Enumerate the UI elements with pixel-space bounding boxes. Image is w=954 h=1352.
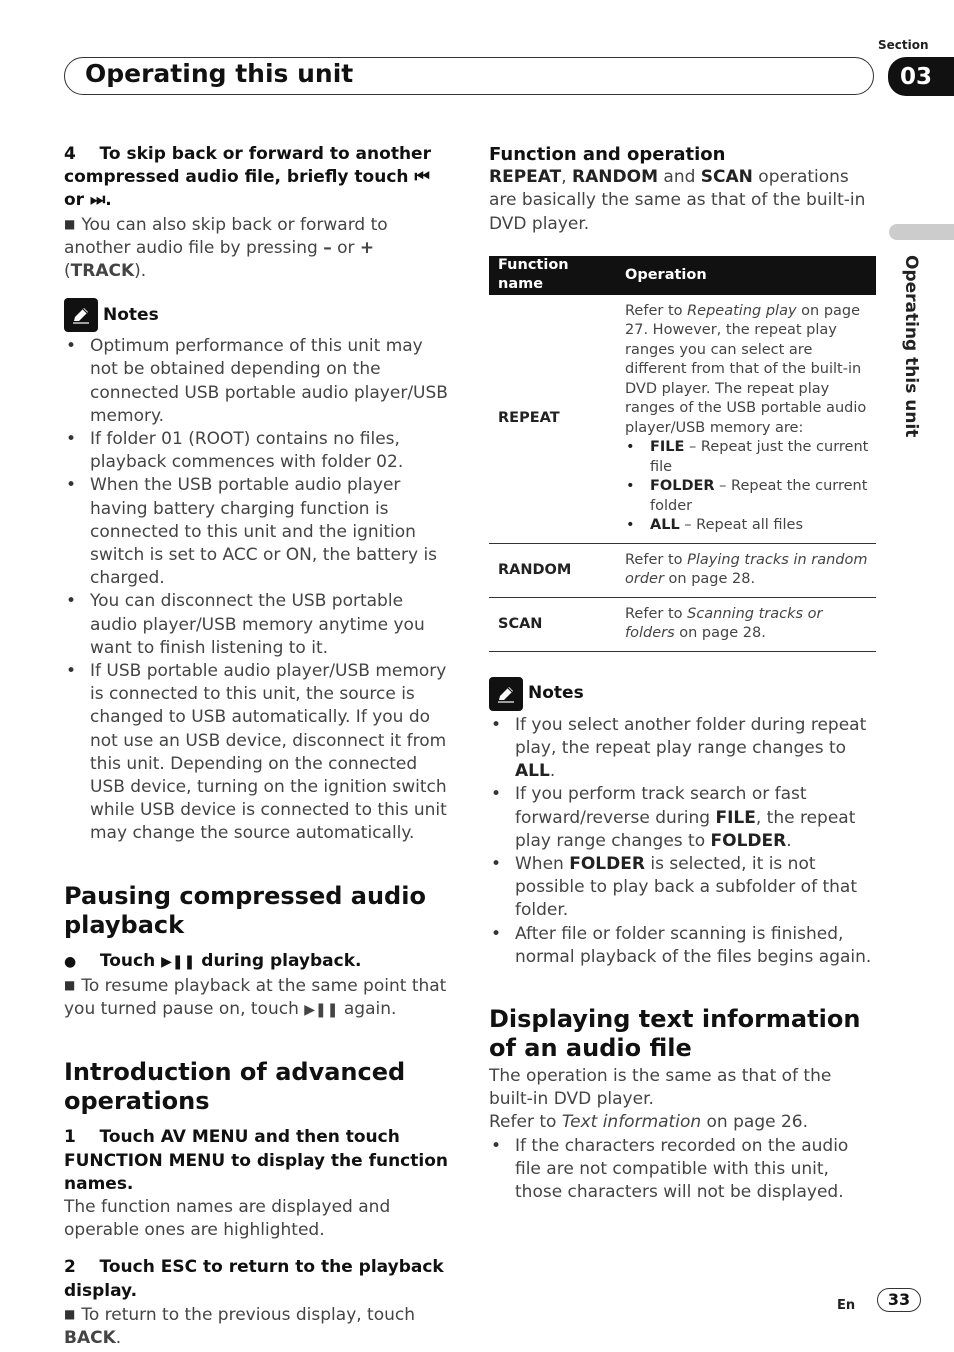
step-text: To skip back or forward to another compressed audio file, briefly touch [64,144,431,188]
column-header-operation: Operation [616,256,876,295]
notes-label: Notes [528,683,584,704]
repeat-term: REPEAT [489,167,562,188]
intro-step-1 [64,1126,454,1196]
cell-text: on page 28. [663,571,756,588]
section-label: Section [878,38,929,52]
list-item: • After file or folder scanning is finished, normal playback of the files begins again. [489,923,876,969]
note-text: When [515,854,570,875]
note-text-paren: ( [64,261,71,282]
note-term: FOLDER [710,830,787,851]
right-column [489,143,876,1204]
intro-comma: , [561,167,573,188]
step-text-end: . [105,190,112,211]
notes-header [64,297,454,333]
pencil-note-icon [64,298,98,332]
square-bullet-icon: ■ [64,216,76,231]
function-name-cell: SCAN [489,597,616,651]
page-title: Operating this unit [85,59,354,88]
scan-term: SCAN [700,167,753,188]
notes-label: Notes [103,304,159,325]
list-item: • You can disconnect the USB portable audio player/USB memory anytime you want to finish listening to it. [64,590,454,660]
notes-header [489,676,876,712]
pausing-step [64,950,454,974]
intro-step-2 [64,1256,454,1302]
table-row [489,543,876,597]
list-item: • If USB portable audio player/USB memory is connected to this unit, the source is changed to USB automatically. If you do not use an USB device, disconnect it from this unit. Depending on the connected USB device, turning on the ignition switch while USB device is connected to this unit may change the source automatically. [64,660,454,846]
play-pause-icon: ▶❚❚ [304,1002,339,1019]
next-track-icon: ⏭ [89,190,106,211]
table-row [489,295,876,544]
note-text: You can also skip back or forward to another audio file by pressing [64,214,388,258]
cell-text: Refer to [625,605,688,622]
cross-reference: Text information [561,1112,702,1133]
cell-text: on page 28. [674,625,766,642]
list-item [489,853,876,923]
list-item [625,438,870,477]
operation-cell [616,597,876,651]
step-text-end: during playback. [195,950,362,971]
function-table [489,256,876,652]
step-text: Touch [99,950,162,971]
option-desc: – Repeat just the current file [650,439,869,475]
cell-text: Refer to [625,551,688,568]
pausing-note [64,974,454,1022]
step-4-note [64,213,454,284]
note-text-end: . [115,1327,122,1348]
note-term: FILE [715,807,756,828]
step-4-instruction [64,143,454,213]
option-desc: – Repeat the current folder [650,478,868,514]
display-text-refer [489,1111,876,1134]
option-key: FOLDER [650,478,715,495]
note-term: ALL [515,761,550,782]
column-header-function: Function name [489,256,616,295]
side-section-label: Operating this unit [901,255,921,438]
intro-step-2-note [64,1303,454,1350]
cross-reference: Playing tracks in random order [625,551,868,588]
operation-cell [616,295,876,544]
list-item: • When the USB portable audio player having battery charging function is connected to this unit and the ignition switch is set to ACC or ON, the battery is charged. [64,474,454,590]
function-name-cell: RANDOM [489,543,616,597]
left-column [64,143,454,1350]
notes-list [489,714,876,969]
operation-cell [616,543,876,597]
random-term: RANDOM [572,167,658,188]
note-text: If you perform track search or fast forward/reverse during [515,784,807,828]
section-number-badge: 03 [888,57,954,96]
display-text-list [489,1135,876,1205]
intro-step-1-body: The function names are displayed and operable ones are highlighted. [64,1196,391,1241]
plus-key: + [359,237,375,258]
pencil-note-icon [489,677,523,711]
cross-reference: Scanning tracks or folders [625,605,823,642]
list-item [625,477,870,516]
function-heading: Function and operation [489,144,726,165]
function-name-cell: REPEAT [489,295,616,544]
table-row [489,597,876,651]
option-key: FILE [650,439,685,456]
option-key: ALL [650,517,680,534]
intro-rest: operations are basically the same as that of the built-in DVD player. [489,167,866,234]
filled-circle-bullet-icon: ● [64,953,77,970]
note-term: FOLDER [569,854,645,875]
step-number: 4 [64,144,76,164]
note-text-or: or [331,237,360,258]
list-item: • Optimum performance of this unit may not be obtained depending on the connected USB portable audio player/USB memory. [64,335,454,428]
list-item: • If folder 01 (ROOT) contains no files, playback commences with folder 02. [64,428,454,474]
step-number: 2 [64,1257,76,1278]
cross-reference: Repeating play [687,302,797,319]
note-text: . [786,830,792,851]
note-text: To return to the previous display, touch [81,1304,416,1325]
table-header-row [489,256,876,295]
back-key: BACK [64,1327,116,1348]
repeat-options-list [625,438,870,536]
note-text: , the repeat play range changes to [515,807,856,851]
cell-text: on page 27. However, the repeat play ranges you can select are different from that of the built-in DVD player. The repeat play ranges of the USB portable audio player/USB memory are: [625,302,867,436]
list-item [625,516,870,536]
page-number: 33 [877,1288,921,1312]
function-intro [489,166,876,236]
list-item [489,714,876,784]
intro-heading: Introduction of advanced operations [64,1058,406,1116]
note-text: . [549,761,556,782]
note-text-end: again. [338,999,397,1020]
refer-text: on page 26. [701,1112,809,1133]
note-text: If you select another folder during repeat play, the repeat play range changes to [515,714,867,759]
step-text: Touch AV MENU and then touch FUNCTION MENU to display the function names. [64,1127,448,1194]
step-number: 1 [64,1127,76,1148]
note-text: is selected, it is not possible to play back a subfolder of that folder. [515,854,857,921]
notes-list [64,335,454,845]
option-desc: – Repeat all files [679,517,804,534]
list-item [489,783,876,853]
display-text-body: The operation is the same as that of the built-in DVD player. [489,1066,832,1110]
note-text-end: ). [134,261,147,282]
play-pause-icon: ▶❚❚ [161,953,196,970]
language-label: En [837,1298,856,1313]
minus-key: – [323,237,332,258]
intro-and: and [658,167,701,188]
square-bullet-icon: ■ [64,977,76,992]
step-text: Touch ESC to return to the playback display. [64,1257,444,1301]
refer-text: Refer to [489,1112,562,1133]
step-text-or: or [64,190,90,211]
cell-text: Refer to [625,302,688,319]
pausing-heading: Pausing compressed audio playback [64,881,426,939]
previous-track-icon: ⏮ [414,167,430,188]
track-key: TRACK [70,261,135,282]
display-text-heading: Displaying text information of an audio file [489,1005,861,1063]
list-item: • If the characters recorded on the audio file are not compatible with this unit, those characters will not be displayed. [489,1135,876,1205]
side-tab-marker [889,224,954,240]
square-bullet-icon: ■ [64,1306,76,1321]
note-text: To resume playback at the same point that you turned pause on, touch [64,975,447,1020]
